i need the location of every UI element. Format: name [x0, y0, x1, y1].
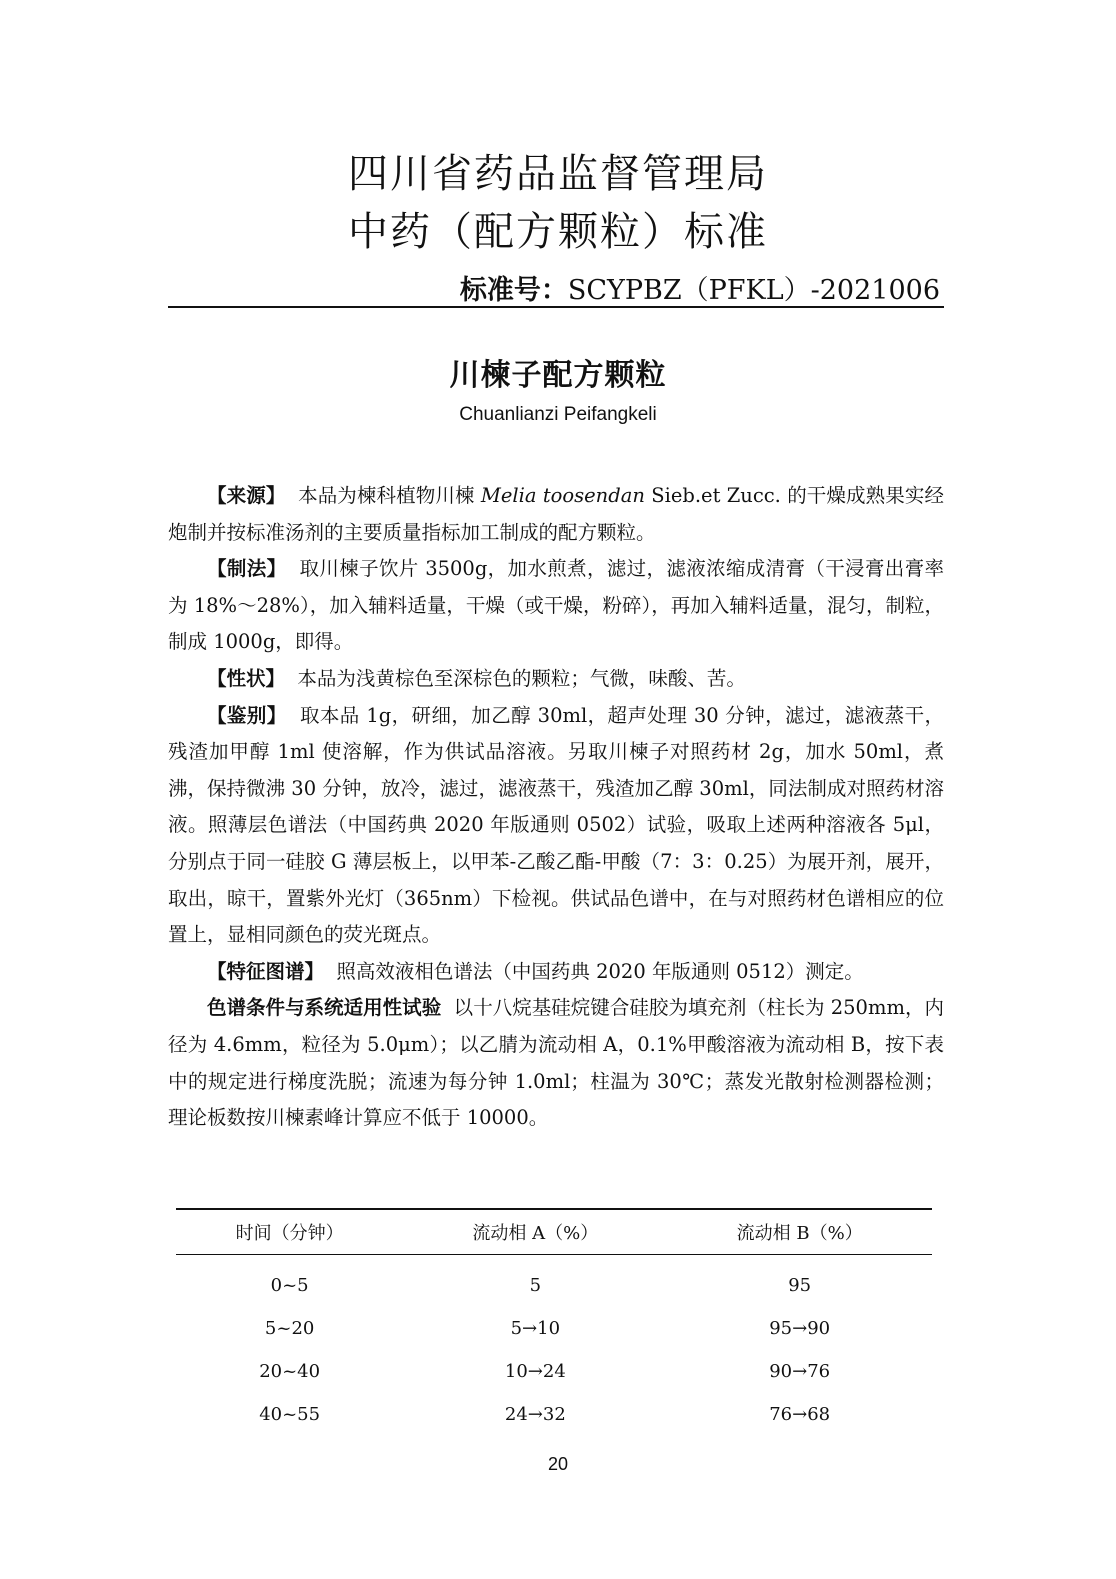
issuer-title: 四川省药品监督管理局	[348, 151, 768, 197]
character-label: 【性状】	[207, 666, 286, 690]
source-paragraph	[168, 478, 944, 551]
table-header-row	[176, 1209, 932, 1255]
method-label: 【制法】	[207, 557, 287, 581]
table-cell: 5~20	[264, 1318, 315, 1339]
method-text: 取川楝子饮片 3500g，加水煎煮，滤过，滤液浓缩成清膏（干浸膏出膏率为 18%～28%），加入辅料适量，干燥（或干燥，粉碎），再加入辅料适量，混匀，制粒，制成 1000g，即得。	[168, 557, 944, 654]
source-latin-name: Melia toosendan	[480, 484, 645, 507]
column-header-phase-b: 流动相 B（%）	[667, 1209, 932, 1255]
table-cell: 40~55	[259, 1404, 321, 1425]
document-body	[168, 478, 944, 1137]
table-cell: 5→10	[510, 1318, 561, 1339]
source-text-pre: 本品为楝科植物川楝	[298, 484, 481, 507]
fingerprint-label: 【特征图谱】	[207, 959, 325, 983]
source-text-post: Sieb.et Zucc. 的干燥成熟果实经炮制并按标准汤剂的主要质量指标加工制成的配方颗粒。	[168, 484, 944, 544]
fingerprint-paragraph	[168, 954, 944, 991]
header-rule	[168, 306, 944, 308]
chromatography-label: 色谱条件与系统适用性试验	[207, 996, 442, 1020]
identification-paragraph	[168, 698, 944, 954]
table-row	[176, 1307, 932, 1350]
character-text: 本品为浅黄棕色至深棕色的颗粒；气微，味酸、苦。	[297, 666, 746, 690]
gradient-table	[176, 1208, 932, 1436]
source-label: 【来源】	[207, 484, 286, 507]
table-cell: 95	[788, 1275, 812, 1296]
table-cell: 90→76	[769, 1361, 831, 1382]
standard-category-title: 中药（配方颗粒）标准	[348, 209, 768, 255]
table-cell: 24→32	[504, 1404, 566, 1425]
table-cell: 20~40	[259, 1361, 321, 1382]
column-header-phase-a: 流动相 A（%）	[403, 1209, 667, 1255]
table-cell: 76→68	[769, 1404, 831, 1425]
standard-number-label: 标准号：	[459, 275, 568, 306]
standard-number-value: SCYPBZ（PFKL）-2021006	[567, 275, 940, 306]
document-title: 川楝子配方颗粒	[449, 358, 667, 393]
table-row	[176, 1350, 932, 1393]
column-header-time: 时间（分钟）	[176, 1209, 403, 1255]
page-number: 20	[547, 1454, 569, 1474]
fingerprint-text: 照高效液相色谱法（中国药典 2020 年版通则 0512）测定。	[336, 959, 864, 983]
table-cell: 5	[529, 1275, 542, 1296]
document-subtitle: Chuanlianzi Peifangkeli	[459, 404, 657, 425]
standard-number	[460, 268, 940, 307]
method-paragraph	[168, 551, 944, 661]
identification-label: 【鉴别】	[207, 703, 287, 727]
chromatography-paragraph	[168, 990, 944, 1136]
identification-text: 取本品 1g，研细，加乙醇 30ml，超声处理 30 分钟，滤过，滤液蒸干，残渣加甲醇 1ml 使溶解，作为供试品溶液。另取川楝子对照药材 2g，加水 50ml，煮沸，保持微沸 30 分钟，放冷，滤过，滤液蒸干，残渣加乙醇 30ml，同法制成对照药材溶液。照薄层色谱法（中国药典 2020 年版通则 0502）试验，吸取上述两种溶液各 5μl，分别点于同一硅胶 G 薄层板上，以甲苯-乙酸乙酯-甲酸（7：3：0.25）为展开剂，展开，取出，晾干，置紫外光灯（365nm）下检视。供试品色谱中，在与对照药材色谱相应的位置上，显相同颜色的荧光斑点。	[168, 703, 944, 947]
table-cell: 10→24	[504, 1361, 566, 1382]
chromatography-text: 以十八烷基硅烷键合硅胶为填充剂（柱长为 250mm，内径为 4.6mm，粒径为 5.0μm）；以乙腈为流动相 A，0.1%甲酸溶液为流动相 B，按下表中的规定进行梯度洗脱；流速为每分钟 1.0ml；柱温为 30℃；蒸发光散射检测器检测；理论板数按川楝素峰计算应不低于 10000。	[168, 996, 944, 1130]
table-cell: 95→90	[769, 1318, 831, 1339]
character-paragraph	[168, 661, 944, 698]
table-cell: 0~5	[270, 1275, 309, 1296]
table-row	[176, 1393, 932, 1436]
table-row	[176, 1255, 932, 1308]
